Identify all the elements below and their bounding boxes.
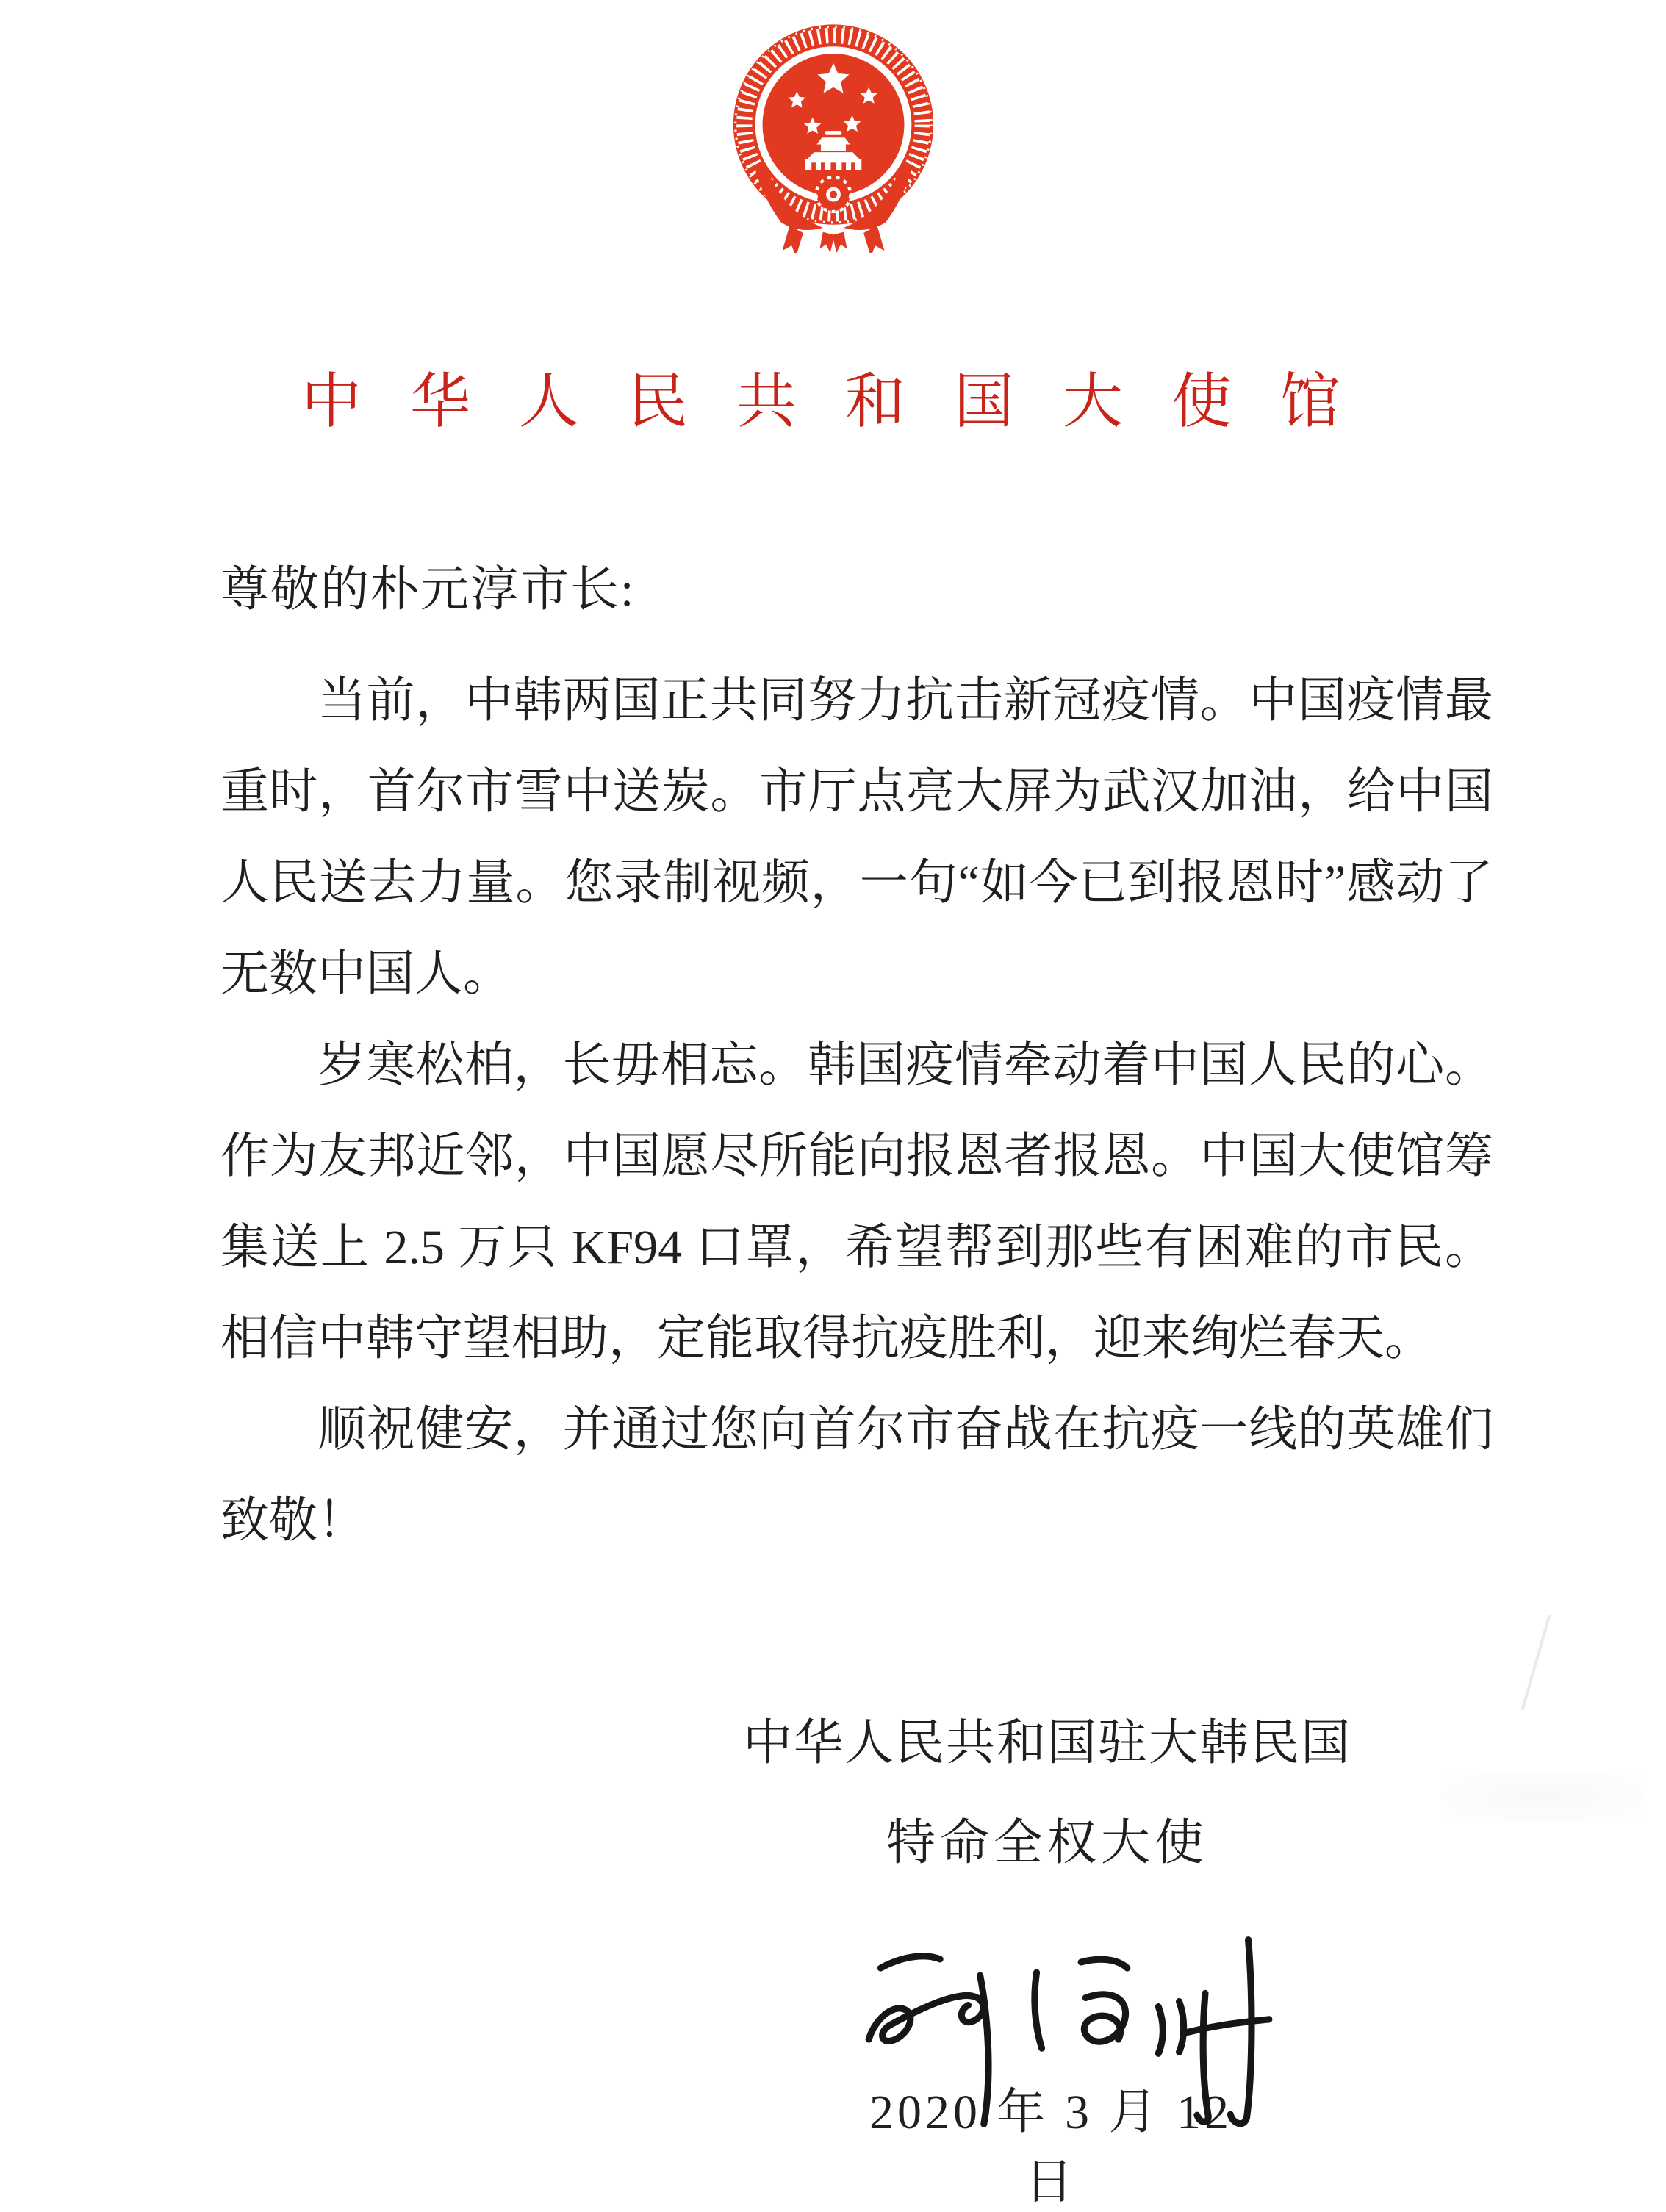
salutation: 尊敬的朴元淳市长: (220, 563, 636, 617)
paragraph-3: 顺祝健安，并通过您向首尔市奋战在抗疫一线的英雄们致敬！ (220, 1403, 1493, 1548)
emblem-graphic (729, 24, 938, 253)
paragraph-2: 岁寒松柏，长毋相忘。韩国疫情牵动着中国人民的心。作为友邦近邻，中国愿尽所能向报恩者报恩。中国大使馆筹集送上 2.5 万只 KF94 口罩，希望帮到那些有困难的市民。相信中韩守望相助，定能取得抗疫胜利，迎来绚烂春天。 (220, 1038, 1493, 1365)
closing-block (739, 1717, 1356, 1870)
scan-scratch-artifact (1520, 1615, 1551, 1711)
paragraph-1: 当前，中韩两国正共同努力抗击新冠疫情。中国疫情最重时，首尔市雪中送炭。市厅点亮大屏为武汉加油，给中国人民送去力量。您录制视频，一句“如今已到报恩时”感动了无数中国人。 (220, 674, 1493, 1001)
scan-smudge-artifact (1440, 1771, 1646, 1823)
sender-title: 特命全权大使 (886, 1816, 1208, 1870)
letter-body (220, 656, 1493, 1567)
china-national-emblem (729, 24, 938, 253)
letterhead-title: 中华人民共和国大使馆 (301, 368, 1389, 435)
date-line: 2020 年 3 月 12 日 (869, 2086, 1232, 2209)
sender-organization: 中华人民共和国驻大韩民国 (743, 1716, 1351, 1770)
